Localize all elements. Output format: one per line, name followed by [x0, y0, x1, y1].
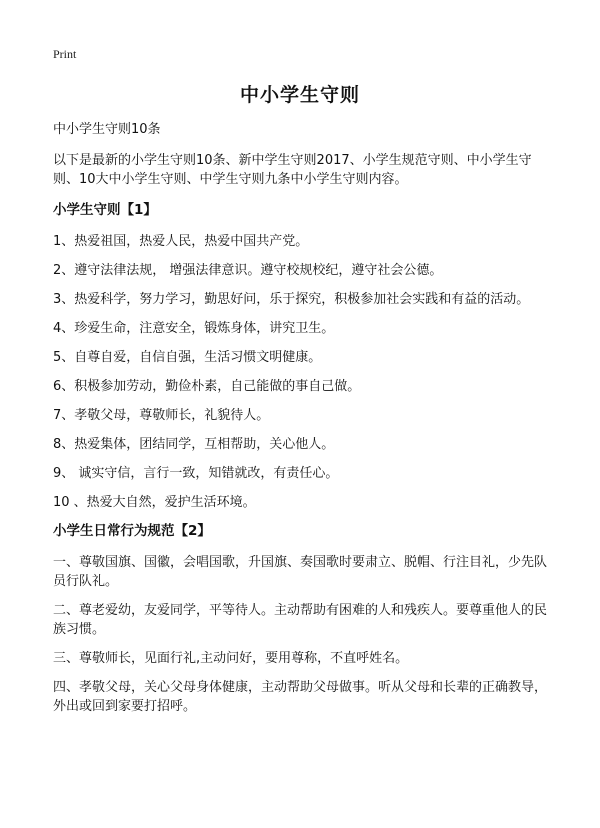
rule-item: 1、热爱祖国，热爱人民，热爱中国共产党。 [53, 234, 309, 249]
page-title: 中小学生守则 [239, 84, 360, 106]
norm-item: 二、尊老爱幼，友爱同学，平等待人。主动帮助有困难的人和残疾人。要尊重他人的民族习惯。 [53, 603, 548, 637]
rule-item: 2、遵守法律法规， 增强法律意识。遵守校规校纪，遵守社会公德。 [53, 263, 443, 278]
rule-item: 7、孝敬父母，尊敬师长，礼貌待人。 [53, 408, 270, 423]
rule-item: 6、积极参加劳动，勤俭朴素，自己能做的事自己做。 [53, 379, 361, 394]
rule-item: 4、珍爱生命，注意安全，锻炼身体，讲究卫生。 [53, 321, 335, 336]
norm-item: 四、孝敬父母，关心父母身体健康，主动帮助父母做事。听从父母和长辈的正确教导，外出或回到家要打招呼。 [53, 680, 548, 714]
rule-item: 8、热爱集体，团结同学，互相帮助，关心他人。 [53, 437, 335, 452]
norm-item: 一、尊敬国旗、国徽，会唱国歌，升国旗、奏国歌时要肃立、脱帽、行注目礼，少先队员行队礼。 [53, 555, 548, 589]
rule-item: 3、热爱科学，努力学习，勤思好问，乐于探究，积极参加社会实践和有益的活动。 [53, 292, 530, 307]
rule-item: 10 、热爱大自然，爱护生活环境。 [53, 495, 256, 510]
rule-item: 9、 诚实守信，言行一致，知错就改，有责任心。 [53, 466, 339, 481]
intro-paragraph: 以下是最新的小学生守则10条、新中学生守则2017、小学生规范守则、中小学生守则、10大中小学生守则、中学生守则九条中小学生守则内容。 [53, 153, 532, 187]
document-content [53, 120, 553, 726]
section-heading-1: 小学生守则【1】 [53, 202, 157, 218]
norm-item: 三、尊敬师长，见面行礼,主动问好，要用尊称，不直呼姓名。 [53, 651, 409, 666]
rule-item: 5、自尊自爱，自信自强，生活习惯文明健康。 [53, 350, 322, 365]
section-heading-2: 小学生日常行为规范【2】 [53, 523, 211, 539]
document-subtitle: 中小学生守则10条 [53, 122, 161, 137]
print-label: Print [53, 47, 77, 61]
